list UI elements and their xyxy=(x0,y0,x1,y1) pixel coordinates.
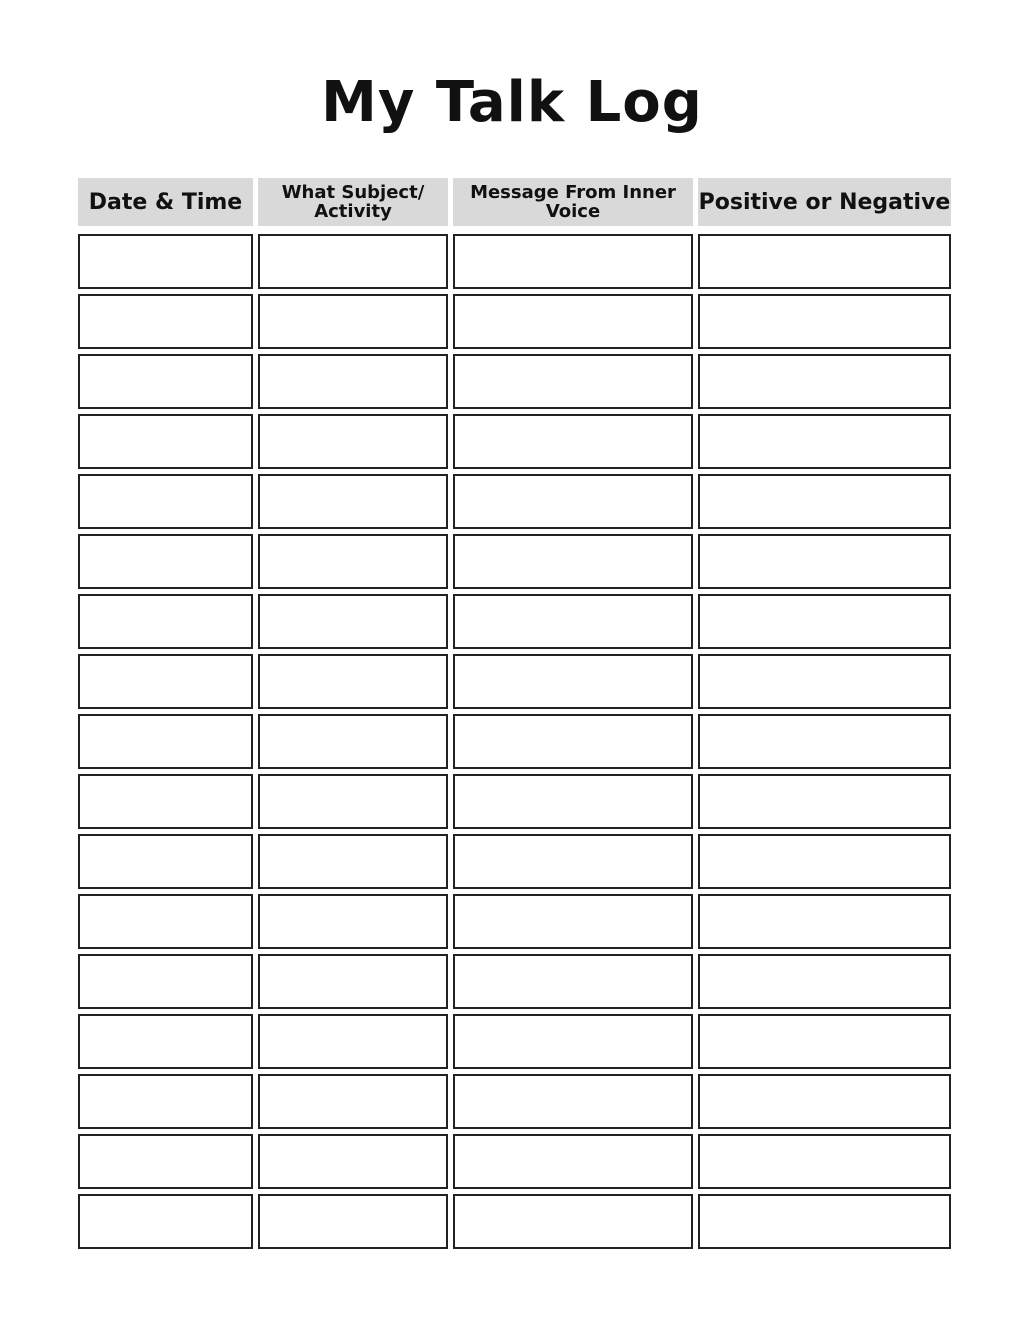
date-time-field[interactable] xyxy=(78,894,253,949)
subject-field[interactable] xyxy=(258,594,448,649)
talk-log-table xyxy=(78,178,951,1254)
message-field[interactable] xyxy=(453,834,693,889)
positive-negative-field[interactable] xyxy=(698,1194,951,1249)
subject-field[interactable] xyxy=(258,1014,448,1069)
date-time-field[interactable] xyxy=(78,654,253,709)
page-title: My Talk Log xyxy=(321,70,703,135)
message-field[interactable] xyxy=(453,1074,693,1129)
message-field[interactable] xyxy=(453,894,693,949)
table-row xyxy=(78,654,951,709)
date-time-field[interactable] xyxy=(78,474,253,529)
subject-field[interactable] xyxy=(258,534,448,589)
positive-negative-field[interactable] xyxy=(698,294,951,349)
table-row xyxy=(78,294,951,349)
message-field[interactable] xyxy=(453,954,693,1009)
table-row xyxy=(78,234,951,289)
message-field[interactable] xyxy=(453,1194,693,1249)
date-time-field[interactable] xyxy=(78,774,253,829)
table-row xyxy=(78,1134,951,1189)
message-field[interactable] xyxy=(453,414,693,469)
positive-negative-field[interactable] xyxy=(698,894,951,949)
subject-field[interactable] xyxy=(258,354,448,409)
table-row xyxy=(78,834,951,889)
header-date-time: Date & Time xyxy=(78,178,253,226)
subject-field[interactable] xyxy=(258,1134,448,1189)
subject-field[interactable] xyxy=(258,894,448,949)
message-field[interactable] xyxy=(453,594,693,649)
date-time-field[interactable] xyxy=(78,714,253,769)
positive-negative-field[interactable] xyxy=(698,234,951,289)
subject-field[interactable] xyxy=(258,234,448,289)
positive-negative-field[interactable] xyxy=(698,1014,951,1069)
positive-negative-field[interactable] xyxy=(698,594,951,649)
subject-field[interactable] xyxy=(258,834,448,889)
date-time-field[interactable] xyxy=(78,954,253,1009)
date-time-field[interactable] xyxy=(78,234,253,289)
message-field[interactable] xyxy=(453,1014,693,1069)
date-time-field[interactable] xyxy=(78,294,253,349)
positive-negative-field[interactable] xyxy=(698,654,951,709)
date-time-field[interactable] xyxy=(78,354,253,409)
table-row xyxy=(78,714,951,769)
date-time-field[interactable] xyxy=(78,1134,253,1189)
positive-negative-field[interactable] xyxy=(698,834,951,889)
subject-field[interactable] xyxy=(258,714,448,769)
message-field[interactable] xyxy=(453,354,693,409)
table-row xyxy=(78,1194,951,1249)
date-time-field[interactable] xyxy=(78,594,253,649)
subject-field[interactable] xyxy=(258,294,448,349)
date-time-field[interactable] xyxy=(78,414,253,469)
message-field[interactable] xyxy=(453,474,693,529)
table-row xyxy=(78,894,951,949)
positive-negative-field[interactable] xyxy=(698,774,951,829)
subject-field[interactable] xyxy=(258,654,448,709)
subject-field[interactable] xyxy=(258,954,448,1009)
table-header xyxy=(78,178,951,226)
positive-negative-field[interactable] xyxy=(698,354,951,409)
table-row xyxy=(78,594,951,649)
subject-field[interactable] xyxy=(258,414,448,469)
date-time-field[interactable] xyxy=(78,1194,253,1249)
message-field[interactable] xyxy=(453,294,693,349)
subject-field[interactable] xyxy=(258,1194,448,1249)
message-field[interactable] xyxy=(453,534,693,589)
subject-field[interactable] xyxy=(258,774,448,829)
positive-negative-field[interactable] xyxy=(698,1134,951,1189)
header-subject-activity: What Subject/ Activity xyxy=(258,178,448,226)
date-time-field[interactable] xyxy=(78,1014,253,1069)
message-field[interactable] xyxy=(453,654,693,709)
table-row xyxy=(78,474,951,529)
table-row xyxy=(78,534,951,589)
positive-negative-field[interactable] xyxy=(698,714,951,769)
table-row xyxy=(78,1074,951,1129)
positive-negative-field[interactable] xyxy=(698,414,951,469)
table-row xyxy=(78,414,951,469)
subject-field[interactable] xyxy=(258,1074,448,1129)
date-time-field[interactable] xyxy=(78,834,253,889)
header-positive-negative: Positive or Negative xyxy=(698,178,951,226)
table-body xyxy=(78,234,951,1249)
message-field[interactable] xyxy=(453,234,693,289)
date-time-field[interactable] xyxy=(78,1074,253,1129)
message-field[interactable] xyxy=(453,774,693,829)
positive-negative-field[interactable] xyxy=(698,954,951,1009)
positive-negative-field[interactable] xyxy=(698,474,951,529)
positive-negative-field[interactable] xyxy=(698,1074,951,1129)
table-row xyxy=(78,954,951,1009)
table-row xyxy=(78,354,951,409)
header-inner-voice-message: Message From Inner Voice xyxy=(453,178,693,226)
date-time-field[interactable] xyxy=(78,534,253,589)
table-row xyxy=(78,774,951,829)
subject-field[interactable] xyxy=(258,474,448,529)
message-field[interactable] xyxy=(453,714,693,769)
table-row xyxy=(78,1014,951,1069)
message-field[interactable] xyxy=(453,1134,693,1189)
positive-negative-field[interactable] xyxy=(698,534,951,589)
